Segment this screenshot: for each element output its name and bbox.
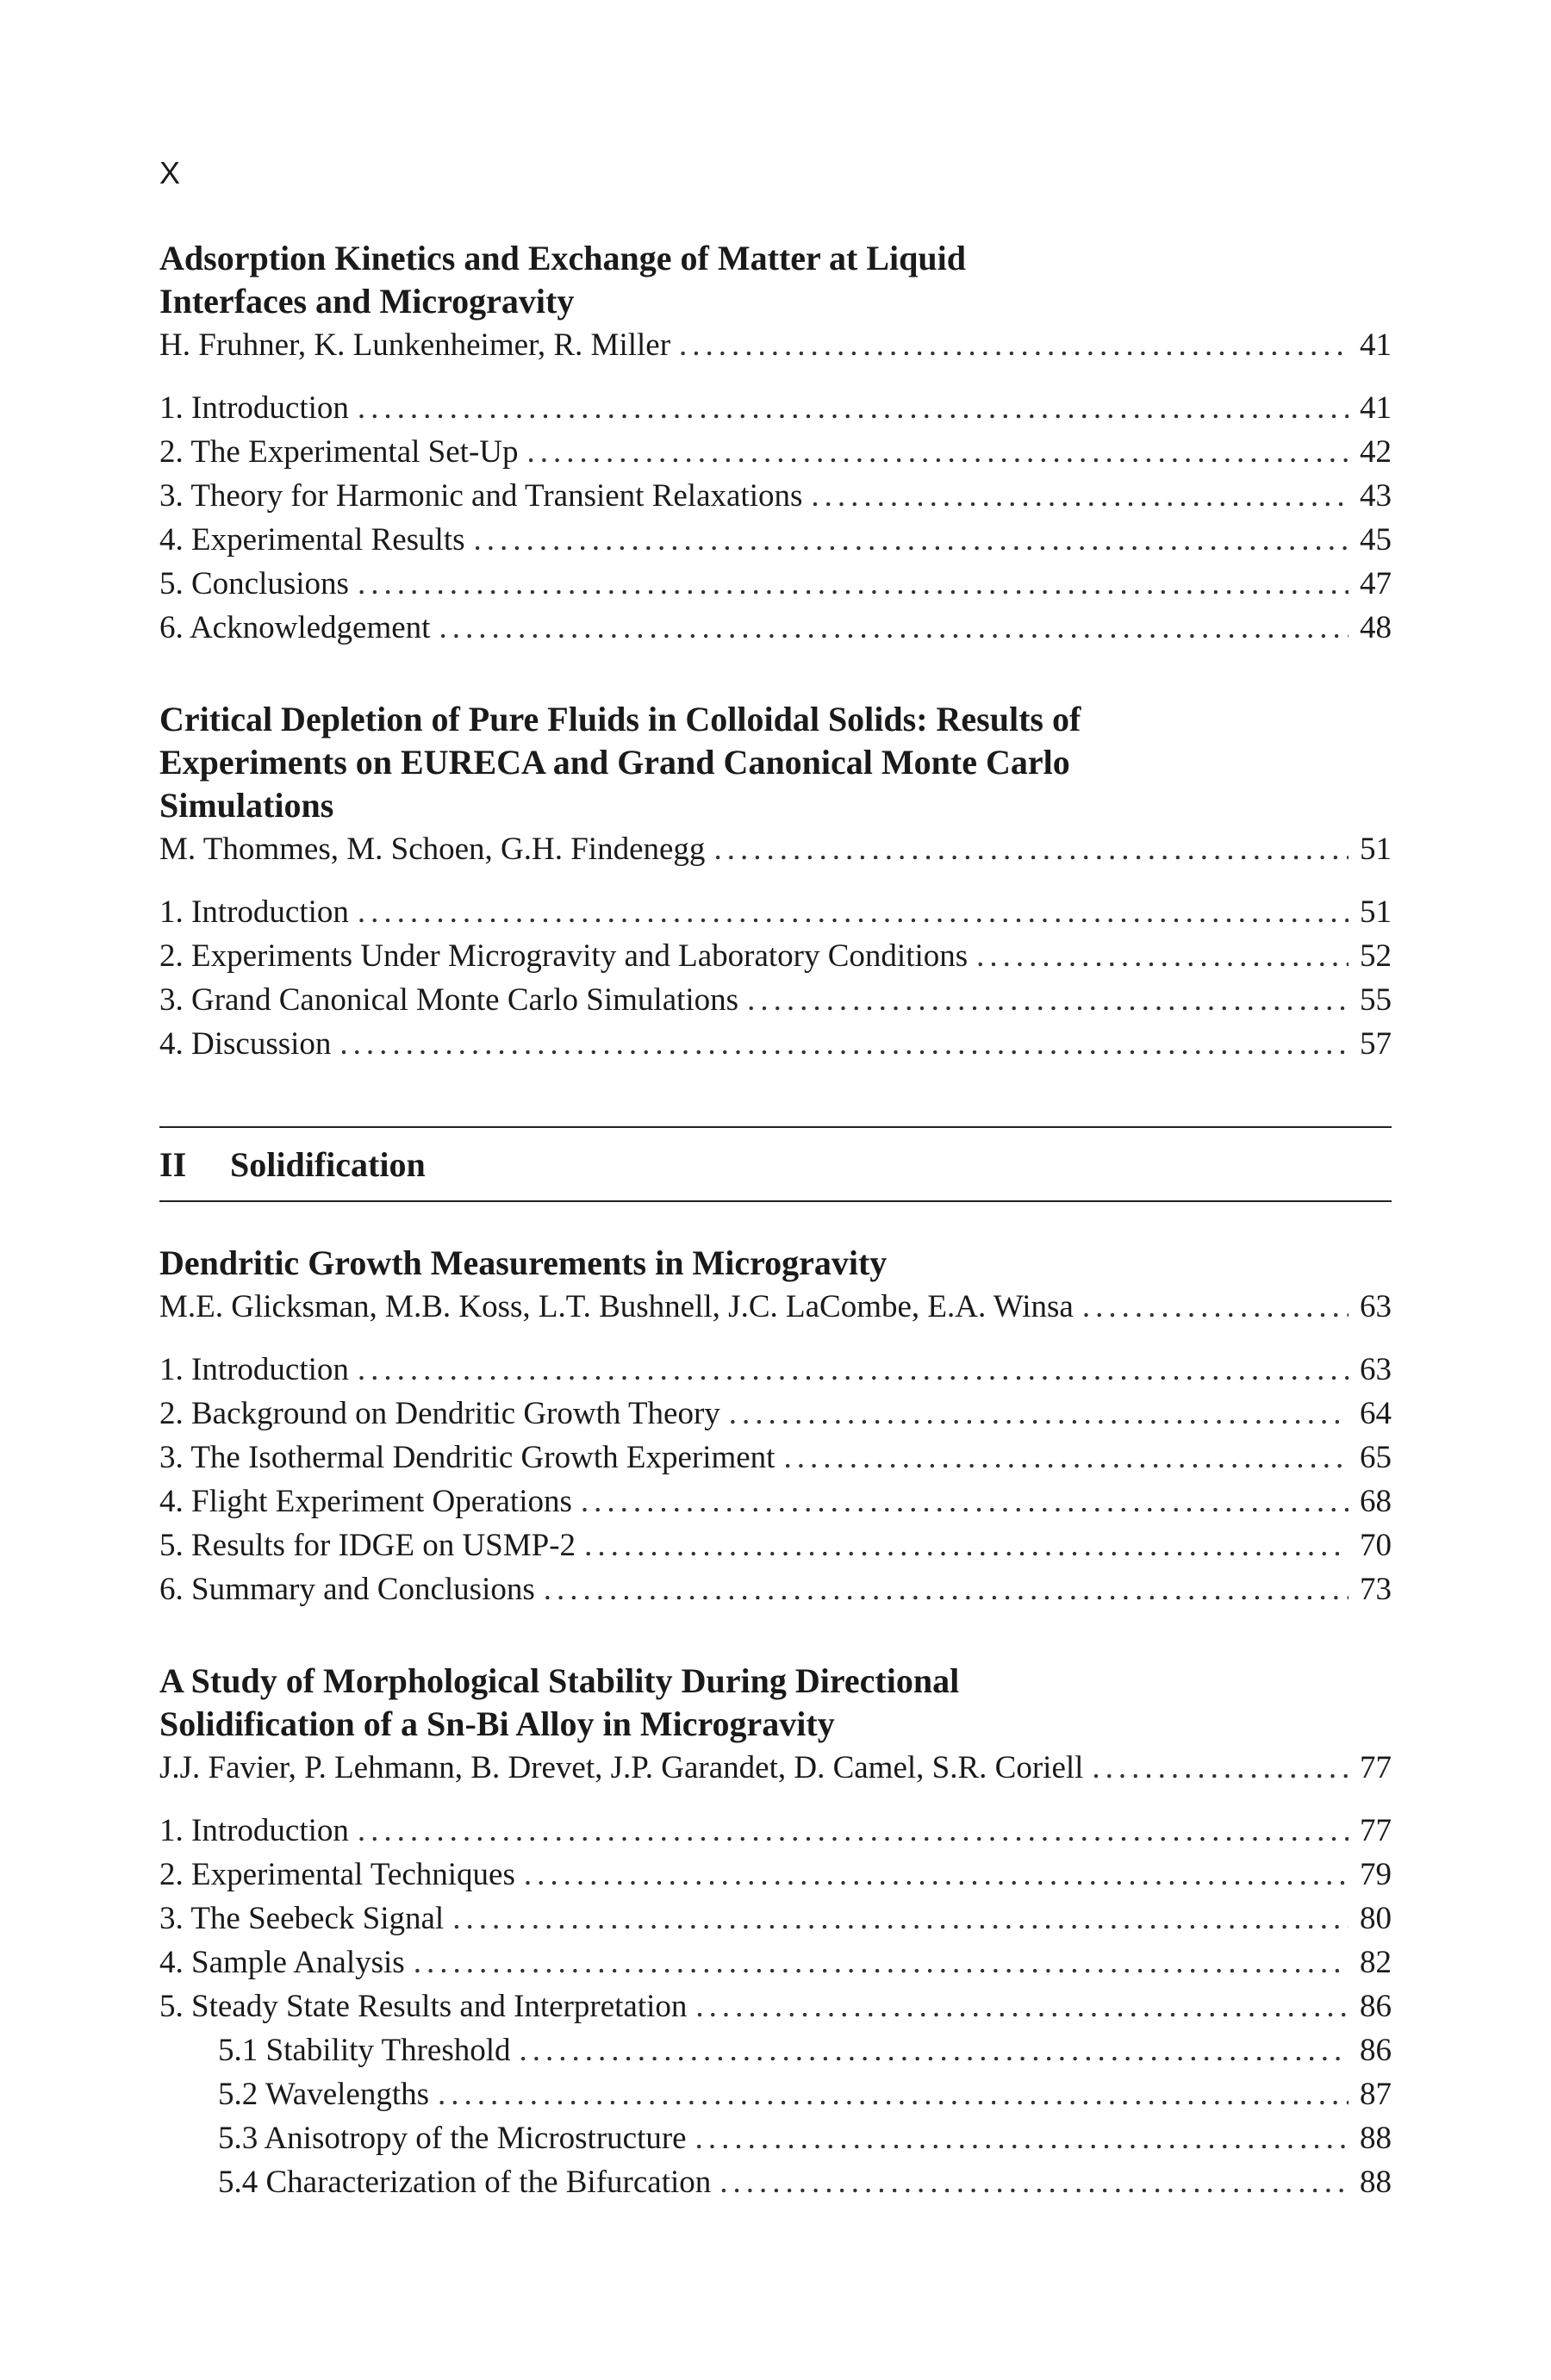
toc-entry[interactable] [159, 562, 1392, 606]
toc-entry[interactable] [159, 1567, 1392, 1611]
toc-subentry[interactable] [159, 2072, 1392, 2116]
page-ref: 41 [1360, 327, 1392, 363]
entry-label: 4. Sample Analysis [159, 1945, 405, 1980]
dot-leader [524, 1853, 1349, 1897]
entry-label: 6. Acknowledgement [159, 610, 431, 645]
toc-entry[interactable] [159, 1480, 1392, 1523]
page-ref: 51 [1360, 894, 1392, 930]
toc-entry[interactable] [159, 1022, 1392, 1066]
dot-leader [713, 827, 1349, 871]
entry-label: 3. The Isothermal Dendritic Growth Experiment [159, 1440, 776, 1475]
part-title [159, 1143, 1392, 1187]
section-title-line: Solidification of a Sn-Bi Alloy in Microgravity [159, 1704, 835, 1743]
entry-label: 5.3 Anisotropy of the Microstructure [218, 2121, 687, 2156]
toc-entry[interactable] [159, 1941, 1392, 1984]
toc-section [159, 698, 1392, 1066]
toc-section [159, 1660, 1392, 2204]
dot-leader [520, 2028, 1349, 2072]
page-ref: 63 [1360, 1289, 1392, 1324]
page-ref: 77 [1360, 1813, 1392, 1848]
page-ref: 48 [1360, 610, 1392, 645]
toc-entry[interactable] [159, 890, 1392, 934]
toc-entry[interactable] [159, 934, 1392, 978]
page-ref: 80 [1360, 1901, 1392, 1936]
dot-leader [439, 606, 1349, 650]
page-number: X [159, 155, 181, 190]
dot-leader [544, 1567, 1349, 1611]
dot-leader [452, 1897, 1349, 1941]
dot-leader [783, 1436, 1349, 1480]
dot-leader [1092, 1746, 1349, 1790]
dot-leader [358, 386, 1349, 430]
entry-label: 2. Background on Dendritic Growth Theory [159, 1396, 720, 1431]
toc-entry[interactable] [159, 1984, 1392, 2028]
section-title-line: A Study of Morphological Stability During Directional [159, 1661, 960, 1700]
page-ref: 65 [1360, 1440, 1392, 1475]
page-ref: 88 [1360, 2121, 1392, 2156]
dot-leader [811, 474, 1349, 518]
entry-label: 4. Experimental Results [159, 522, 465, 558]
entry-label: 5. Conclusions [159, 566, 349, 601]
page-ref: 57 [1360, 1026, 1392, 1062]
dot-leader [438, 2072, 1349, 2116]
section-title-line: Simulations [159, 786, 334, 825]
page-ref: 52 [1360, 938, 1392, 974]
authors-row[interactable] [159, 1285, 1392, 1329]
section-title-line: Critical Depletion of Pure Fluids in Colloidal Solids: Results of [159, 700, 1081, 738]
entry-label: 1. Introduction [159, 1352, 349, 1387]
page-ref: 68 [1360, 1484, 1392, 1519]
page-ref: 43 [1360, 478, 1392, 514]
toc-entry[interactable] [159, 1392, 1392, 1436]
dot-leader [358, 1809, 1349, 1853]
page-ref: 70 [1360, 1528, 1392, 1563]
dot-leader [581, 1480, 1349, 1523]
page-ref: 73 [1360, 1572, 1392, 1607]
entry-label: 1. Introduction [159, 390, 349, 426]
toc-entry[interactable] [159, 1809, 1392, 1853]
entry-label: 5.1 Stability Threshold [218, 2033, 511, 2068]
page-ref: 86 [1360, 2033, 1392, 2068]
dot-leader [695, 2116, 1349, 2160]
dot-leader [747, 978, 1349, 1022]
entry-label: 3. Theory for Harmonic and Transient Relaxations [159, 478, 803, 514]
authors: M.E. Glicksman, M.B. Koss, L.T. Bushnell, J.C. LaCombe, E.A. Winsa [159, 1289, 1074, 1324]
dot-leader [679, 323, 1349, 367]
toc-entry[interactable] [159, 430, 1392, 474]
authors: H. Fruhner, K. Lunkenheimer, R. Miller [159, 327, 671, 363]
entry-label: 3. Grand Canonical Monte Carlo Simulations [159, 982, 739, 1018]
toc-entry[interactable] [159, 518, 1392, 562]
toc-subentry[interactable] [159, 2160, 1392, 2204]
toc-entry[interactable] [159, 1853, 1392, 1897]
toc-entry[interactable] [159, 386, 1392, 430]
page-ref: 79 [1360, 1857, 1392, 1892]
dot-leader [719, 2160, 1349, 2204]
entry-label: 2. Experiments Under Microgravity and Laboratory Conditions [159, 938, 969, 974]
authors-row[interactable] [159, 323, 1392, 367]
toc-subentry[interactable] [159, 2028, 1392, 2072]
dot-leader [527, 430, 1349, 474]
page-ref: 88 [1360, 2165, 1392, 2200]
entry-label: 5. Steady State Results and Interpretation [159, 1989, 688, 2024]
dot-leader [584, 1523, 1349, 1567]
page-ref: 45 [1360, 522, 1392, 558]
section-title-line: Adsorption Kinetics and Exchange of Matter at Liquid [159, 239, 966, 277]
part-heading[interactable] [159, 1126, 1392, 1202]
page-ref: 42 [1360, 434, 1392, 470]
toc-entry[interactable] [159, 606, 1392, 650]
entry-label: 5.2 Wavelengths [218, 2077, 430, 2112]
entry-label: 3. The Seebeck Signal [159, 1901, 445, 1936]
toc-entry[interactable] [159, 474, 1392, 518]
page-ref: 47 [1360, 566, 1392, 601]
part-name: Solidification [230, 1145, 426, 1184]
page-ref: 55 [1360, 982, 1392, 1018]
dot-leader [695, 1984, 1349, 2028]
section-title-line: Dendritic Growth Measurements in Microgravity [159, 1243, 888, 1282]
dot-leader [1082, 1285, 1349, 1329]
toc-entry[interactable] [159, 978, 1392, 1022]
dot-leader [358, 1348, 1349, 1392]
page-ref: 64 [1360, 1396, 1392, 1431]
page-ref: 63 [1360, 1352, 1392, 1387]
authors: J.J. Favier, P. Lehmann, B. Drevet, J.P. Garandet, D. Camel, S.R. Coriell [159, 1750, 1084, 1785]
entry-label: 5. Results for IDGE on USMP-2 [159, 1528, 576, 1563]
entry-label: 5.4 Characterization of the Bifurcation [218, 2165, 712, 2200]
entry-label: 4. Flight Experiment Operations [159, 1484, 572, 1519]
entry-label: 1. Introduction [159, 894, 349, 930]
page-ref: 41 [1360, 390, 1392, 426]
toc-subentry[interactable] [159, 2116, 1392, 2160]
dot-leader [729, 1392, 1349, 1436]
page-ref: 77 [1360, 1750, 1392, 1785]
dot-leader [358, 562, 1349, 606]
dot-leader [339, 1022, 1349, 1066]
section-title-line: Interfaces and Microgravity [159, 282, 575, 321]
toc-section [159, 237, 1392, 650]
section-title-line: Experiments on EURECA and Grand Canonical Monte Carlo [159, 743, 1070, 782]
page-ref: 87 [1360, 2077, 1392, 2112]
entry-label: 6. Summary and Conclusions [159, 1572, 535, 1607]
dot-leader [976, 934, 1349, 978]
part-number: II [159, 1145, 187, 1184]
authors-row[interactable] [159, 1746, 1392, 1790]
page-ref: 82 [1360, 1945, 1392, 1980]
toc-section [159, 1242, 1392, 1611]
page-ref: 86 [1360, 1989, 1392, 2024]
authors: M. Thommes, M. Schoen, G.H. Findenegg [159, 832, 706, 867]
table-of-contents [159, 237, 1392, 2252]
toc-entry[interactable] [159, 1897, 1392, 1941]
entry-label: 2. Experimental Techniques [159, 1857, 515, 1892]
dot-leader [358, 890, 1349, 934]
toc-entry[interactable] [159, 1523, 1392, 1567]
dot-leader [474, 518, 1349, 562]
entry-label: 1. Introduction [159, 1813, 349, 1848]
authors-row[interactable] [159, 827, 1392, 871]
entry-label: 2. The Experimental Set-Up [159, 434, 519, 470]
entry-label: 4. Discussion [159, 1026, 332, 1062]
page-ref: 51 [1360, 832, 1392, 867]
toc-entry[interactable] [159, 1436, 1392, 1480]
dot-leader [414, 1941, 1349, 1984]
toc-entry[interactable] [159, 1348, 1392, 1392]
